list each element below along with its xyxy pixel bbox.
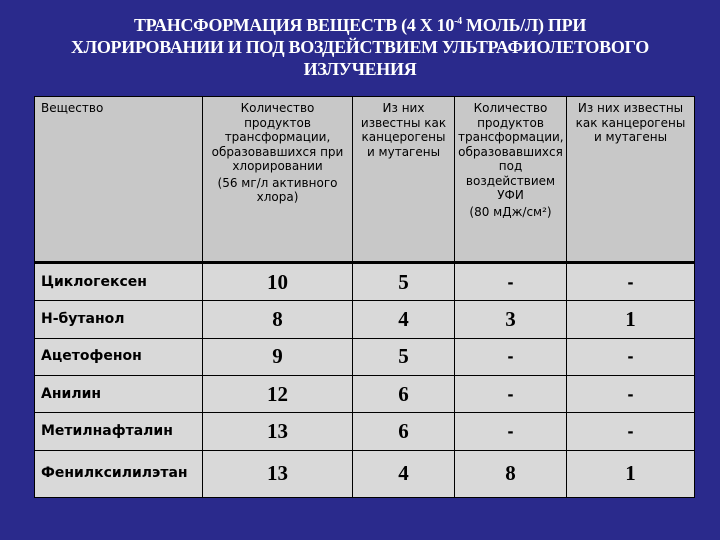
cell-chlorination-known: 4 [353, 450, 455, 497]
cell-chlorination-count: 9 [203, 338, 353, 375]
header-uv-count: Количество продуктов трансформации, образовавшихся под воздействием УФИ (80 мДж/см²) [455, 97, 567, 263]
title-line-1: ТРАНСФОРМАЦИЯ ВЕЩЕСТВ (4 Х $10^{-4}$ МОЛЬ/Л) ПРИ [133, 15, 587, 35]
cell-chlorination-known: 5 [353, 338, 455, 375]
table-row [35, 450, 695, 497]
cell-chlorination-count: 13 [203, 413, 353, 450]
table-row [35, 263, 695, 301]
title-line-2: ХЛОРИРОВАНИИ И ПОД ВОЗДЕЙСТВИЕМ УЛЬТРАФИОЛЕТОВОГО [71, 37, 649, 57]
table-row [35, 413, 695, 450]
table-body [35, 263, 695, 498]
cell-chlorination-known: 4 [353, 301, 455, 338]
cell-substance: Фенилксилилэтан [35, 450, 203, 497]
cell-uv-known: 1 [567, 450, 695, 497]
table-header-row [35, 97, 695, 263]
cell-substance: Анилин [35, 375, 203, 412]
cell-chlorination-count: 10 [203, 263, 353, 301]
table-row [35, 301, 695, 338]
data-table-container [34, 96, 694, 498]
slide-title [10, 14, 710, 80]
cell-uv-count: 3 [455, 301, 567, 338]
cell-chlorination-known: 6 [353, 413, 455, 450]
cell-uv-count: 8 [455, 450, 567, 497]
cell-uv-known: 1 [567, 301, 695, 338]
header-chlorination-count: Количество продуктов трансформации, образовавшихся при хлорировании (56 мг/л активного хлора) [203, 97, 353, 263]
cell-substance: Н-бутанол [35, 301, 203, 338]
cell-substance: Циклогексен [35, 263, 203, 301]
cell-chlorination-count: 12 [203, 375, 353, 412]
cell-chlorination-known: 5 [353, 263, 455, 301]
cell-chlorination-count: 13 [203, 450, 353, 497]
data-table [34, 96, 695, 498]
cell-uv-count: - [455, 413, 567, 450]
cell-substance: Метилнафталин [35, 413, 203, 450]
cell-uv-count: - [455, 338, 567, 375]
header-substance: Вещество [35, 97, 203, 263]
header-uv-note: (80 мДж/см²) [469, 204, 552, 219]
header-chlorination-known: Из них известны как канцерогены и мутагены [353, 97, 455, 263]
header-uv-known: Из них известны как канцерогены и мутагены [567, 97, 695, 263]
table-row [35, 375, 695, 412]
title-line-3: ИЗЛУЧЕНИЯ [303, 59, 417, 79]
cell-uv-known: - [567, 375, 695, 412]
cell-uv-known: - [567, 413, 695, 450]
cell-substance: Ацетофенон [35, 338, 203, 375]
cell-chlorination-count: 8 [203, 301, 353, 338]
table-row [35, 338, 695, 375]
title-exponent: -4 [454, 16, 462, 27]
cell-uv-count: - [455, 263, 567, 301]
cell-uv-count: - [455, 375, 567, 412]
cell-uv-known: - [567, 263, 695, 301]
cell-chlorination-known: 6 [353, 375, 455, 412]
header-chlorination-note: (56 мг/л активного хлора) [217, 175, 338, 204]
cell-uv-known: - [567, 338, 695, 375]
